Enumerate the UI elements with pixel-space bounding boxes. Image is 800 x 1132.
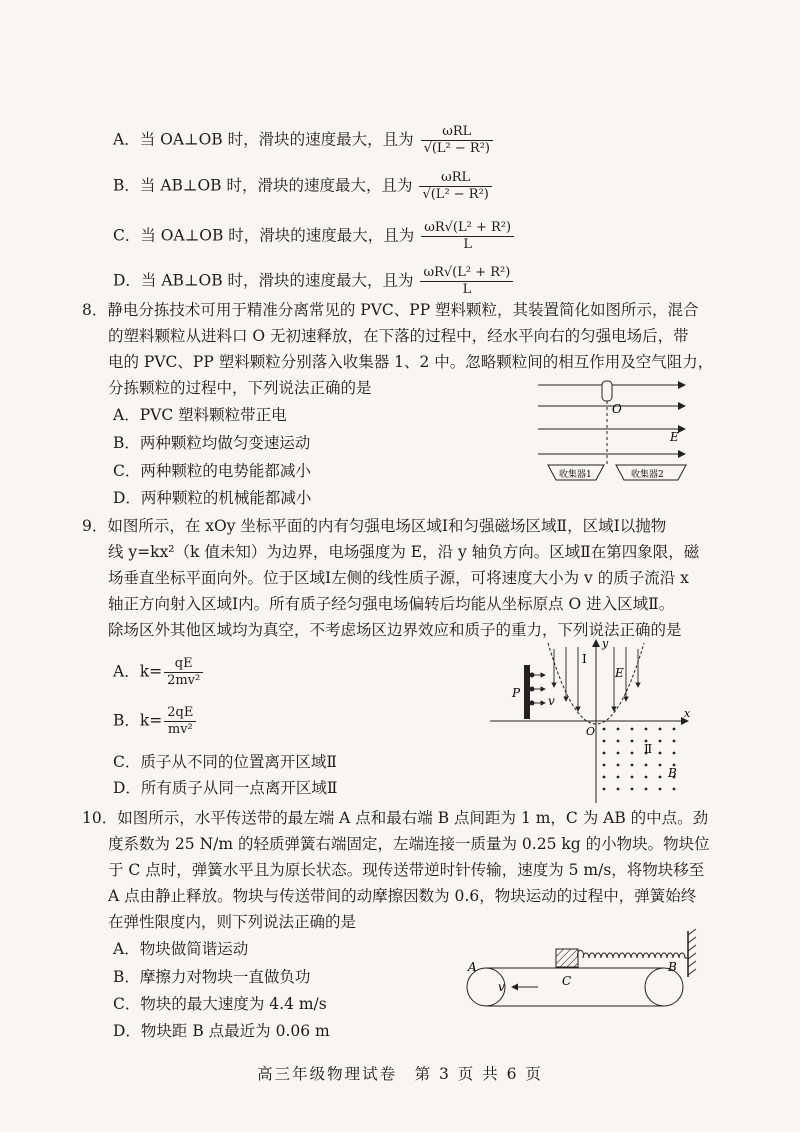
field-dot: [617, 752, 620, 755]
q9-option-d: D．所有质子从同一点离开区域Ⅱ: [113, 779, 338, 797]
proton-source-plate: [524, 665, 530, 719]
q9-option-c: C．质子从不同的位置离开区域Ⅱ: [113, 753, 337, 771]
q10-option-b: B．摩擦力对物块一直做负功: [113, 968, 311, 986]
q10-stem-line-1: 10．如图所示，水平传送带的最左端 A 点和最右端 B 点间距为 1 m，C 为 AB 的中点。劲: [82, 809, 709, 827]
field-dot: [645, 764, 648, 767]
spring: [578, 950, 689, 958]
point-c-label: C: [562, 974, 572, 988]
field-dot: [617, 788, 620, 791]
q9-stem-line-2: 线 y=kx²（k 值未知）为边界，电场强度为 E，沿 y 轴负方向。区域Ⅱ在第四象限，磁: [108, 543, 700, 561]
proton-dot-3: [530, 701, 535, 706]
q9-stem-line-1: 9．如图所示，在 xOy 坐标平面的内有匀强电场区域Ⅰ和匀强磁场区域Ⅱ，区域Ⅰ以抛物: [82, 517, 667, 535]
q10-stem-line-2: 度系数为 25 N/m 的轻质弹簧右端固定，左端连接一质量为 0.25 kg 的小物块。物块位: [108, 835, 710, 853]
q8-option-b: B．两种颗粒均做匀变速运动: [113, 434, 311, 452]
q8-option-c: C．两种颗粒的电势能都减小: [113, 462, 311, 480]
q10-option-c: C．物块的最大速度为 4.4 m/s: [113, 995, 327, 1013]
field-dot: [659, 764, 662, 767]
q8-sorting-figure: [530, 375, 700, 490]
q7-option-a: A．当 OA⊥OB 时，滑块的速度最大，且为 $\frac{\text{ωRL}}{\text{√(L² − R²)}}$: [113, 124, 493, 157]
velocity-v-label: v: [498, 980, 505, 994]
wall-hatching: [688, 929, 696, 975]
q8-stem-line-4: 分拣颗粒的过程中，下列说法正确的是: [108, 379, 372, 397]
q7-option-c-fraction: $\frac{\text{ωR√(L² + R²)}}{L}$: [421, 220, 514, 253]
field-b-label: B: [668, 766, 677, 780]
label-o: O: [612, 402, 622, 416]
field-dot: [617, 728, 620, 731]
field-dot: [645, 788, 648, 791]
q10-option-d: D．物块距 B 点最近为 0.06 m: [113, 1022, 330, 1040]
field-dot: [617, 740, 620, 743]
region-i-label: Ⅰ: [582, 652, 587, 666]
field-dot: [659, 776, 662, 779]
field-dot: [631, 752, 634, 755]
field-dot: [603, 776, 606, 779]
label-e: E: [670, 430, 679, 444]
collector-2-label: 收集器2: [631, 470, 664, 480]
x-axis-label: x: [684, 707, 691, 720]
q7-option-a-fraction: $\frac{\text{ωRL}}{\text{√(L² − R²)}}$: [421, 124, 493, 157]
field-dot: [603, 740, 606, 743]
block: [556, 949, 578, 967]
q9-stem-line-4: 轴正方向射入区域Ⅰ内。所有质子经匀强电场偏转后均能从坐标原点 O 进入区域Ⅱ。: [108, 595, 675, 613]
y-axis-label: y: [602, 637, 609, 650]
proton-dot-2: [530, 687, 535, 692]
field-dot: [631, 728, 634, 731]
field-dot: [617, 776, 620, 779]
q7-option-d-fraction: $\frac{\text{ωR√(L² + R²)}}{L}$: [420, 265, 513, 298]
field-dot: [631, 740, 634, 743]
field-dot: [673, 728, 676, 731]
origin-label: O: [586, 725, 596, 738]
q9-option-a-fraction: $\frac{qE}{\text{2mv²}}$: [164, 656, 203, 689]
right-roller: [645, 968, 683, 1006]
q10-stem-line-3: 于 C 点时，弹簧水平且为原长状态。现传送带逆时针传输，速度为 5 m/s，将物块移至: [108, 861, 705, 879]
q7-option-b-fraction: $\frac{\text{ωRL}}{\text{√(L² − R²)}}$: [419, 170, 491, 203]
q9-option-a: A．k= $\frac{qE}{\text{2mv²}}$: [113, 656, 203, 689]
proton-dot-1: [530, 673, 535, 678]
feed-inlet: [602, 381, 612, 401]
field-dot: [673, 752, 676, 755]
field-dot: [659, 728, 662, 731]
source-p-label: P: [512, 686, 521, 700]
page-footer: 高三年级物理试卷 第 3 页 共 6 页: [257, 1065, 543, 1083]
q9-stem-line-5: 除场区外其他区域均为真空，不考虑场区边界效应和质子的重力，下列说法正确的是: [108, 621, 682, 639]
q8-stem-line-3: 电的 PVC、PP 塑料颗粒分别落入收集器 1、2 中。忽略颗粒间的相互作用及空气阻力，: [108, 353, 714, 371]
field-dot: [603, 728, 606, 731]
q10-stem-line-5: 在弹性限度内，则下列说法正确的是: [108, 913, 357, 931]
q10-option-a: A．物块做简谐运动: [113, 940, 249, 958]
field-dot: [603, 788, 606, 791]
q8-option-a: A．PVC 塑料颗粒带正电: [113, 406, 287, 424]
field-dot: [673, 788, 676, 791]
q8-option-d: D．两种颗粒的机械能都减小: [113, 489, 312, 507]
field-dot: [659, 788, 662, 791]
field-dot: [659, 752, 662, 755]
field-dot: [645, 728, 648, 731]
q7-option-d: D．当 AB⊥OB 时，滑块的速度最大，且为 $\frac{\text{ωR√(L² + R²)}}{L}$: [113, 265, 513, 298]
velocity-v-label: v: [548, 694, 555, 708]
point-a-label: A: [468, 960, 477, 974]
field-dot: [673, 740, 676, 743]
field-dot: [617, 764, 620, 767]
q8-stem-line-2: 的塑料颗粒从进料口 O 无初速释放，在下落的过程中，经水平向右的匀强电场后，带: [108, 327, 689, 345]
q9-stem-line-3: 场垂直坐标平面向外。位于区域Ⅰ左侧的线性质子源，可将速度大小为 v 的质子流沿 x: [108, 569, 689, 587]
q10-stem-line-4: A 点由静止释放。物块与传送带间的动摩擦因数为 0.6，物块运动的过程中，弹簧始终: [108, 887, 697, 905]
field-dot: [631, 776, 634, 779]
field-dot: [603, 752, 606, 755]
collector-1-label: 收集器1: [559, 470, 592, 480]
q9-option-b-fraction: $\frac{2qE}{\text{mv²}}$: [164, 705, 196, 738]
q7-option-b: B．当 AB⊥OB 时，滑块的速度最大，且为 $\frac{\text{ωRL}}{\text{√(L² − R²)}}$: [113, 170, 492, 203]
q10-conveyor-figure: [460, 925, 710, 1030]
q9-field-figure: [488, 635, 698, 805]
field-dot: [659, 740, 662, 743]
field-dot: [631, 764, 634, 767]
field-dot: [603, 764, 606, 767]
q8-stem-line-1: 8．静电分拣技术可用于精准分离常见的 PVC、PP 塑料颗粒，其装置简化如图所示，混合: [82, 301, 699, 319]
field-dot: [645, 776, 648, 779]
point-b-label: B: [668, 960, 677, 974]
q9-option-b: B．k= $\frac{2qE}{\text{mv²}}$: [113, 705, 196, 738]
magnetic-field-dots: [603, 728, 676, 791]
field-dot: [631, 788, 634, 791]
q7-option-c: C．当 OA⊥OB 时，滑块的速度最大，且为 $\frac{\text{ωR√(L² + R²)}}{L}$: [113, 220, 514, 253]
region-ii-label: Ⅱ: [644, 742, 653, 756]
field-e-label: E: [615, 666, 624, 680]
